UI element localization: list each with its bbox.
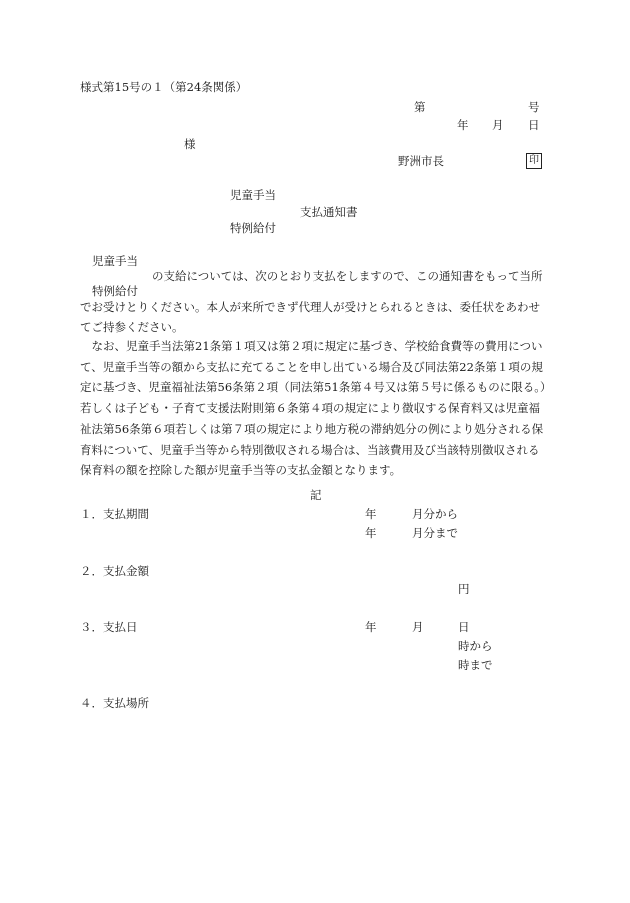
item-place-label: ４．支払場所: [80, 696, 149, 710]
number-prefix: 第: [414, 100, 426, 114]
recipient-suffix: 様: [184, 137, 196, 151]
period-month-from: 月分から: [412, 507, 458, 521]
record-heading: 記: [310, 488, 322, 502]
title-special-benefit: 特例給付: [230, 221, 276, 235]
note-line: 定に基づき、児童福祉法第56条第２項（同法第51条第４号又は第５号に係るものに限る。）: [80, 380, 552, 395]
amount-unit: 円: [458, 582, 470, 596]
intro-line1: の支給については、次のとおり支払をしますので、この通知書をもって当所: [152, 269, 543, 283]
intro-stack-allowance: 児童手当: [92, 254, 138, 268]
date-year-mark: 年: [365, 620, 377, 634]
intro-line3: てご持参ください。: [80, 320, 184, 334]
item-date-label: ３．支払日: [80, 620, 138, 634]
time-to: 時まで: [458, 658, 493, 672]
note-line: 祉法第56条第６項若しくは第７項の規定により地方税の滞納処分の例により処分される保: [80, 421, 544, 436]
time-from: 時から: [458, 639, 493, 653]
note-line: 若しくは子ども・子育て支援法附則第６条第４項の規定により徴収する保育料又は児童福: [80, 401, 540, 416]
note-line: て、児童手当等の額から支払に充てることを申し出ている場合及び同法第22条第１項の規: [80, 359, 543, 374]
date-month-mark: 月: [412, 620, 424, 634]
date-month: 月: [492, 118, 504, 132]
title-main: 支払通知書: [300, 205, 358, 219]
period-year-to: 年: [365, 526, 377, 540]
date-day-mark: 日: [458, 620, 470, 634]
note-line: なお、児童手当法第21条第１項又は第２項に規定に基づき、学校給食費等の費用につい: [80, 339, 543, 353]
sender-name: 野洲市長: [398, 154, 444, 168]
period-year-from: 年: [365, 507, 377, 521]
date-year: 年: [457, 118, 469, 132]
form-label: 様式第15号の１（第24条関係）: [80, 80, 248, 94]
intro-line2: でお受けとりください。本人が来所できず代理人が受けとられるときは、委任状をあわせ: [80, 300, 540, 314]
seal-mark: 印: [526, 153, 542, 169]
item-amount-label: ２．支払金額: [80, 564, 149, 578]
note-line: 保育料の額を控除した額が児童手当等の支払金額となります。: [80, 463, 402, 478]
note-line: 育料について、児童手当等から特別徴収される場合は、当該費用及び当該特別徴収される: [80, 442, 540, 457]
period-month-to: 月分まで: [412, 526, 458, 540]
number-suffix: 号: [528, 100, 540, 114]
date-day: 日: [528, 118, 540, 132]
note-paragraph: [80, 336, 550, 481]
intro-stack-special: 特例給付: [92, 284, 138, 298]
item-period-label: １．支払期間: [80, 507, 149, 521]
title-child-allowance: 児童手当: [230, 188, 276, 202]
